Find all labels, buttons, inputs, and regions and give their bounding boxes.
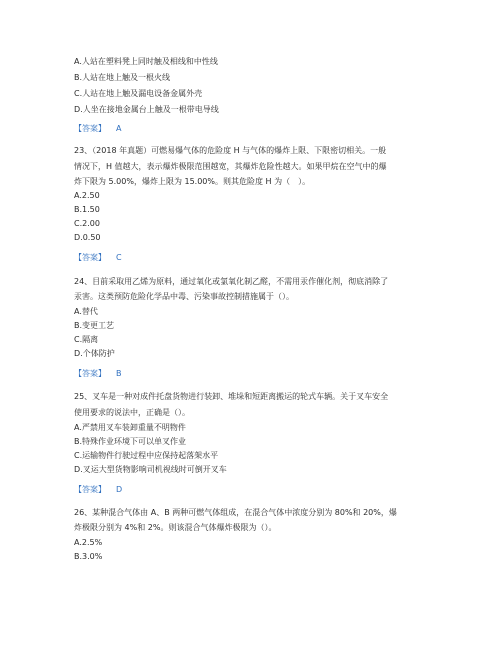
q22-option-d: D.人坐在接地金属台上触及一根带电导线 [74,105,219,114]
q23-stem-line-1: 23、（2018 年真题）可燃易爆气体的危险度 H 与气体的爆炸上限、下限密切相关。一般 [74,146,387,155]
q24-stem-line-2: 汞害。这类预防危险化学品中毒、污染事故控制措施属于（）。 [74,292,294,301]
answer-value: C [116,253,122,262]
q23-option-c: C.2.00 [74,219,100,228]
q26-option-a: A.2.5% [74,538,103,547]
answer-label: 【答案】 [74,253,106,262]
answer-label: 【答案】 [74,369,106,378]
q23-option-d: D.0.50 [74,233,101,242]
q25-option-b: B.特殊作业环境下可以单叉作业 [74,437,187,446]
q22-answer [74,124,121,134]
q22-option-b: B.人站在地上触及一根火线 [74,73,171,82]
q25-stem-line-1: 25、叉车是一种对成件托盘货物进行装卸、堆垛和短距离搬运的轮式车辆。关于叉车安全 [74,392,389,401]
answer-label: 【答案】 [74,485,106,494]
q26-option-b: B.3.0% [74,552,103,561]
q25-option-a: A.严禁用叉车装卸重量不明物件 [74,423,186,432]
q26-stem-line-2: 炸极限分别为 4%和 2%。则该混合气体爆炸极限为（）。 [74,523,277,532]
q23-answer [74,253,122,263]
q26-stem-line-1: 26、某种混合气体由 A、B 两种可燃气体组成，在混合气体中浓度分别为 80%和 20%，爆 [74,508,397,517]
q24-answer [74,369,122,379]
q24-option-a: A.替代 [74,307,98,316]
q24-stem-line-1: 24、目前采取用乙烯为原料，通过氧化或氯氧化制乙醛，不需用汞作催化剂，彻底消除了 [74,277,389,286]
answer-label: 【答案】 [74,124,106,133]
q25-option-c: C.运输物件行驶过程中应保持起落架水平 [74,451,219,460]
q24-option-c: C.隔离 [74,335,99,344]
q22-option-a: A.人站在塑料凳上同时触及相线和中性线 [74,57,218,66]
q23-option-a: A.2.50 [74,191,100,200]
answer-value: A [116,124,122,133]
q25-option-d: D.叉运大型货物影响司机视线时可倒开叉车 [74,465,227,474]
q25-stem-line-2: 使用要求的说法中，正确是（）。 [74,408,190,417]
q22-option-c: C.人站在地上触及漏电设备金属外壳 [74,89,203,98]
answer-value: D [116,485,123,494]
q23-stem-line-2: 情况下，H 值越大，表示爆炸极限范围越宽，其爆炸危险性越大。如果甲烷在空气中的爆 [74,162,387,171]
q25-answer [74,485,122,495]
q23-option-b: B.1.50 [74,205,100,214]
q24-option-d: D.个体防护 [74,349,115,358]
answer-value: B [116,369,122,378]
q24-option-b: B.变更工艺 [74,321,115,330]
q23-stem-line-3: 炸下限为 5.00%，爆炸上限为 15.00%。则其危险度 H 为（ ）。 [74,177,311,186]
